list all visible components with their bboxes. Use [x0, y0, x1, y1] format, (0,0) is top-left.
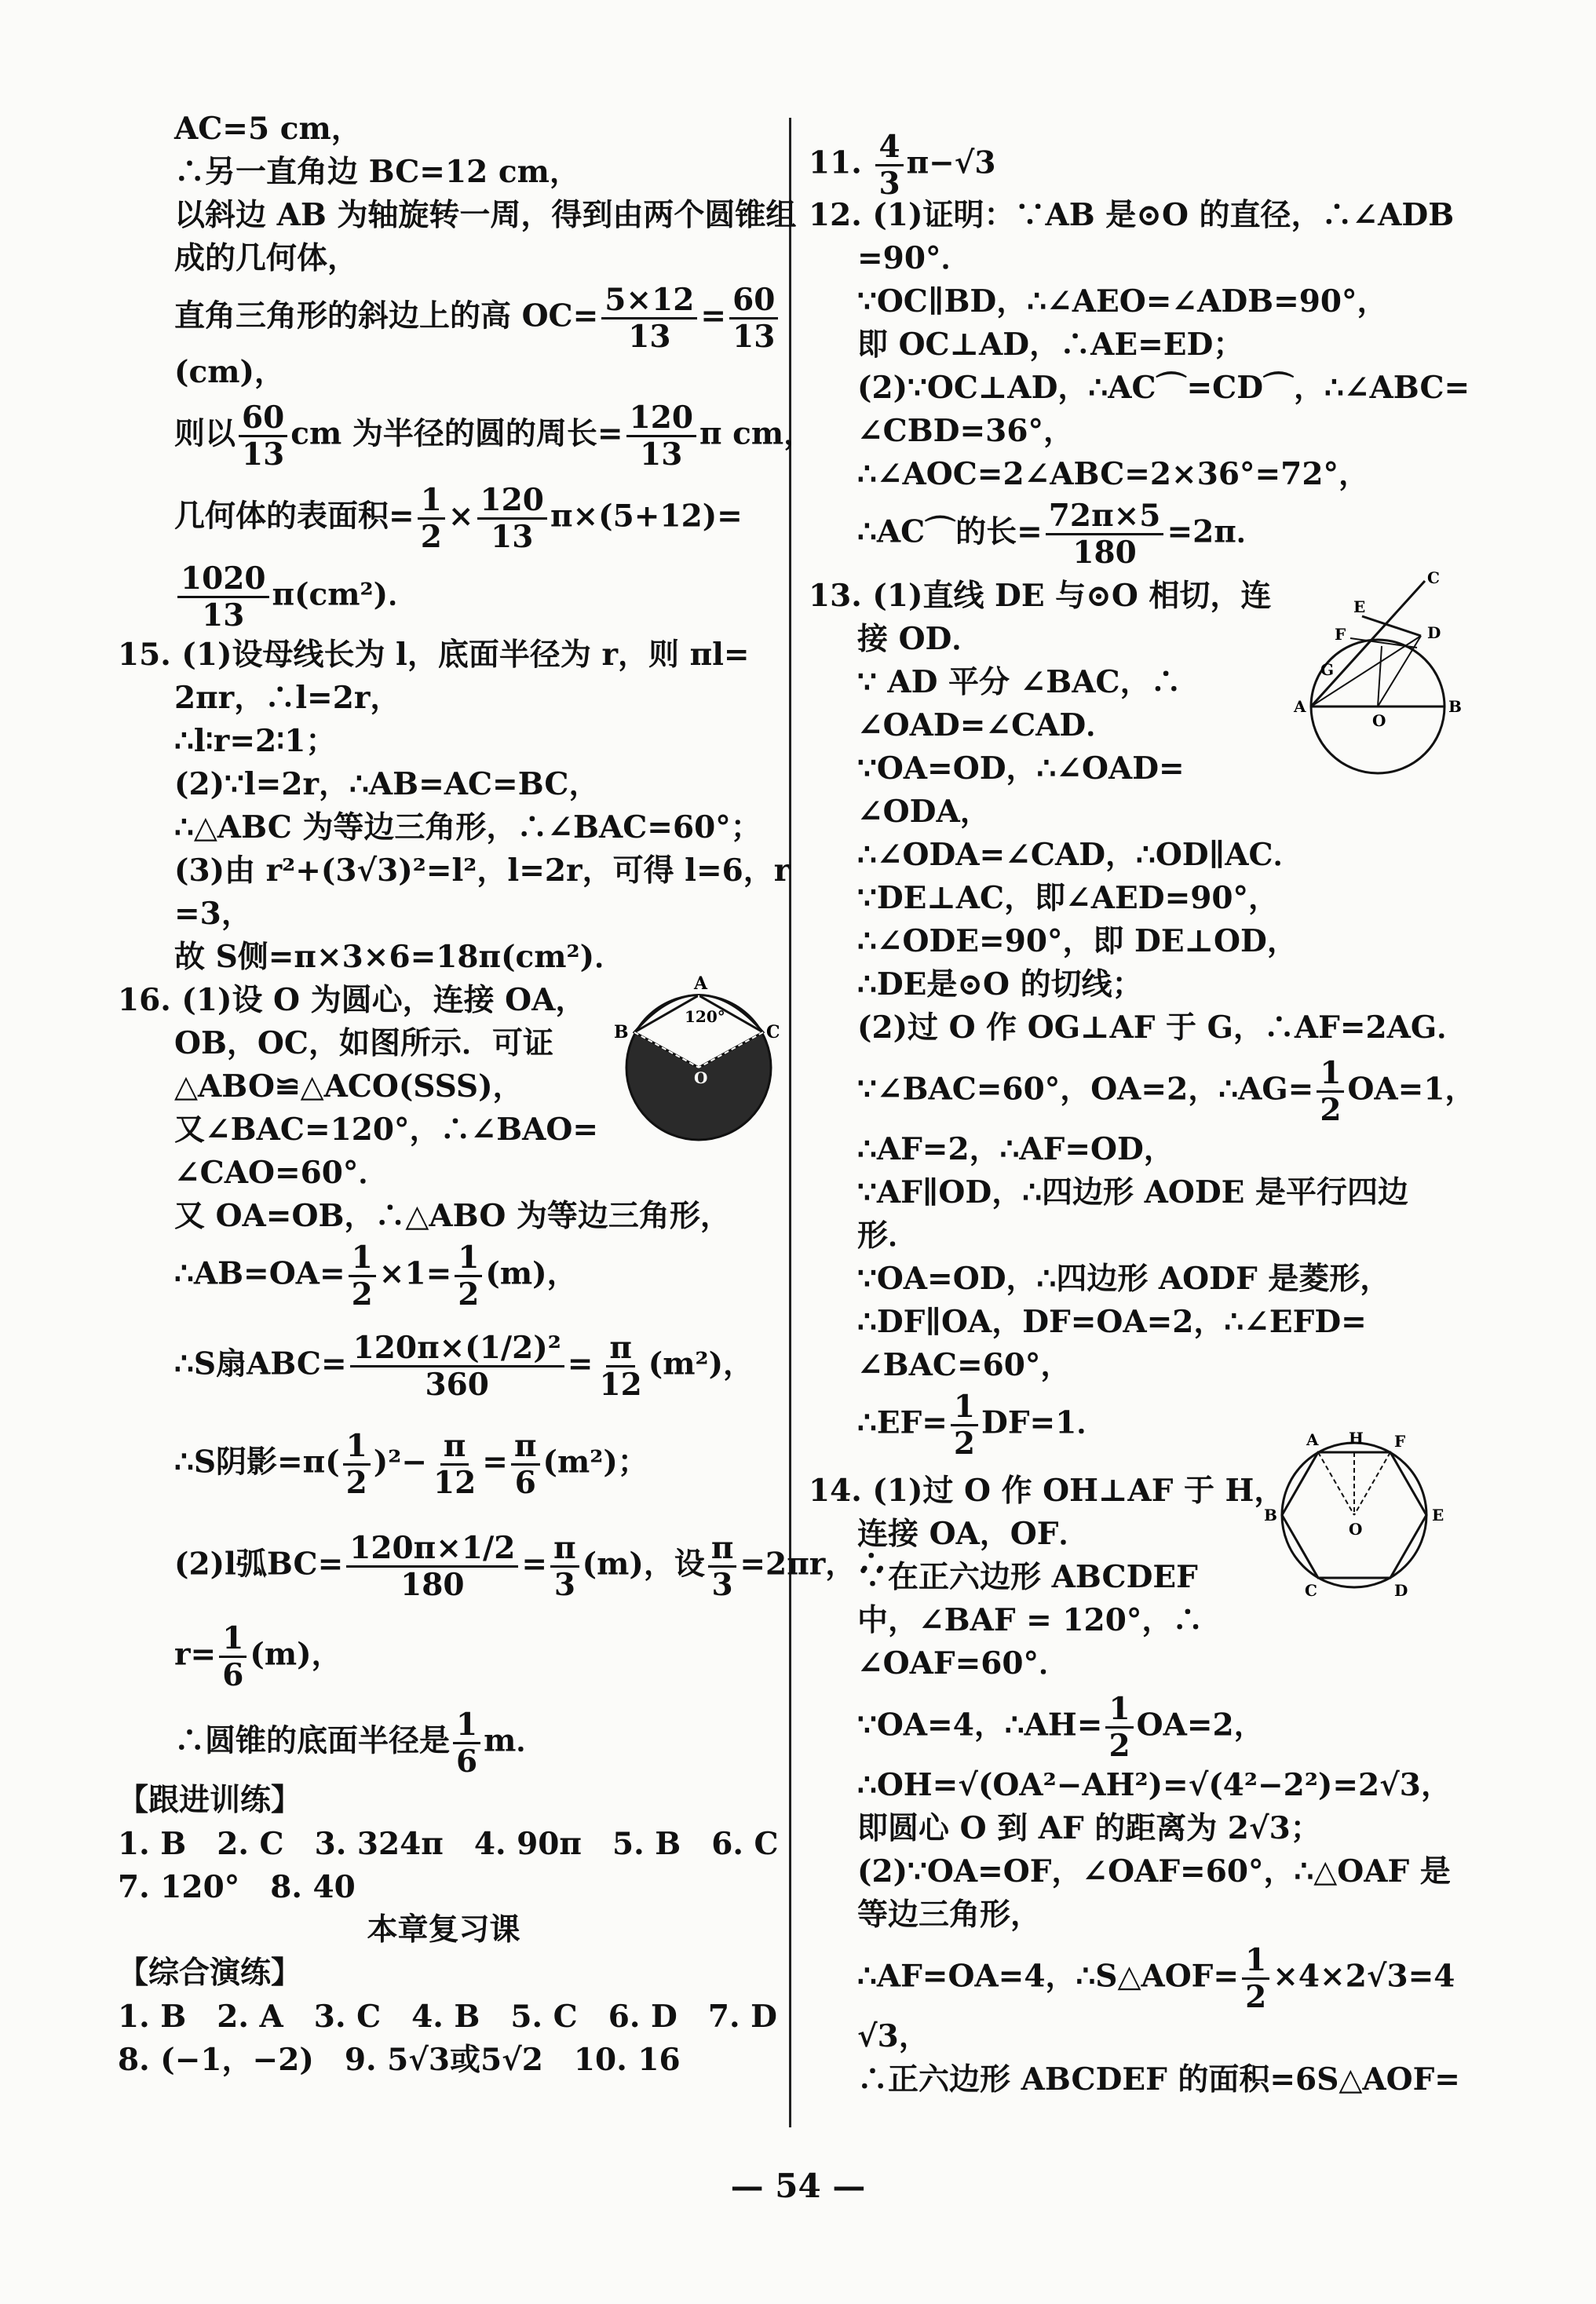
fraction: $\frac{1020}{13}$: [177, 561, 269, 633]
point-label: A: [1294, 697, 1306, 716]
angle-label: 120°: [685, 1007, 725, 1026]
problem-12-line: 12. (1)证明：∵AB 是⊙O 的直径，∴∠ADB: [809, 197, 1455, 233]
formula-line: 则以 $\frac{60}{13}$ cm 为半径的圆的周长= $\frac{120}{13}$ π cm，: [174, 400, 815, 473]
problem-15-line: 15. (1)设母线长为 l，底面半径为 r，则 πl=: [118, 637, 750, 673]
text-line: 中，∠BAF = 120°，∴: [857, 1602, 1203, 1638]
point-label: B: [614, 1022, 629, 1042]
text-line: (cm)，: [174, 354, 285, 390]
fraction: $\frac{1}{2}$: [1242, 1943, 1269, 2014]
text-line: =3，: [174, 896, 252, 932]
text-line: ∴△ABC 为等边三角形，∴∠BAC=60°；: [174, 809, 761, 845]
formula-line: $\frac{1020}{13}$ π(cm²)．: [174, 561, 418, 633]
text-line: ∴DF∥OA，DF=OA=2，∴∠EFD=: [857, 1304, 1367, 1340]
formula-line: 11. $\frac{4}{3}$ π−√3: [809, 129, 996, 202]
figure-14: [1256, 1425, 1452, 1605]
text-line: (2)∵OC⊥AD，∴AC⌒=CD⌒，∴∠ABC=: [857, 370, 1470, 406]
text-line: 又 OA=OB，∴△ABO 为等边三角形，: [174, 1198, 731, 1234]
text-line: 以斜边 AB 为轴旋转一周，得到由两个圆锥组: [174, 197, 797, 233]
point-label: A: [1306, 1430, 1319, 1449]
figure-13: [1287, 569, 1468, 781]
text-line: ∠OAD=∠CAD．: [857, 707, 1117, 743]
fraction: $\frac{1}{2}$: [455, 1240, 482, 1312]
text-line: 等边三角形，: [857, 1897, 1042, 1933]
point-label: D: [1394, 1581, 1408, 1600]
point-label: D: [1427, 623, 1441, 642]
text-line: ∴AF=2，∴AF=OD，: [857, 1131, 1174, 1167]
point-label: O: [1349, 1520, 1363, 1539]
text-line: ∵OA=OD，∴四边形 AODF 是菱形，: [857, 1261, 1391, 1297]
fraction: $\frac{120}{13}$: [477, 483, 547, 554]
text-line: ∠ODA，: [857, 794, 991, 830]
point-label: C: [1305, 1581, 1317, 1600]
fraction: $\frac{1}{6}$: [219, 1621, 247, 1692]
text-line: 故 S侧=π×3×6=18π(cm²)．: [174, 939, 626, 975]
formula-line: ∴S扇ABC= $\frac{\text{120π×(1/2)²}}{360}$ = $\frac{\pi}{12}$ (m²)，: [174, 1330, 754, 1403]
text-line: 即 OC⊥AD，∴AE=ED；: [857, 327, 1244, 363]
text-line: OB，OC，如图所示．可证: [174, 1025, 553, 1061]
fraction: $\frac{60}{13}$: [729, 283, 778, 354]
text-line: ∴∠ODE=90°，即 DE⊥OD，: [857, 923, 1298, 959]
text-line: ∵在正六边形 ABCDEF: [857, 1559, 1198, 1595]
fraction: $\frac{1}{2}$: [1317, 1056, 1344, 1127]
point-label: E: [1353, 597, 1366, 616]
text-line: ∵AF∥OD，∴四边形 AODE 是平行四边: [857, 1174, 1408, 1210]
point-label: A: [694, 973, 708, 994]
text-line: (2)过 O 作 OG⊥AF 于 G，∴AF=2AG．: [857, 1010, 1468, 1046]
fraction: $\frac{\pi}{12}$: [599, 1330, 642, 1403]
text-line: ∴正六边形 ABCDEF 的面积=6S△AOF=: [857, 2061, 1460, 2098]
text-line: =90°．: [857, 240, 972, 276]
section-heading-follow-up: 【跟进训练】: [118, 1783, 302, 1818]
text-line: (2)∵l=2r，∴AB=AC=BC，: [174, 766, 600, 802]
formula-line: ∴圆锥的底面半径是 $\frac{1}{6}$ m．: [174, 1707, 547, 1780]
fraction: $\frac{1}{2}$: [1105, 1692, 1133, 1763]
text-line: ∵DE⊥AC，即∠AED=90°，: [857, 880, 1280, 916]
text-line: ∠BAC=60°，: [857, 1347, 1072, 1383]
answers-line: 1. B 2. A 3. C 4. B 5. C 6. D 7. D: [118, 1999, 777, 2035]
text-line: ∵ AD 平分 ∠BAC，∴: [857, 664, 1181, 700]
text-line: ∴l∶r=2∶1；: [174, 723, 337, 759]
point-label: B: [1264, 1506, 1277, 1524]
text-line: √3，: [857, 2018, 929, 2054]
formula-line: (2)l弧BC= $\frac{120\pi\times 1/2}{180}$ = $\frac{\pi}{3}$ (m)，设 $\frac{\pi}{3}$ =2πr，∴: [174, 1530, 887, 1603]
text-line: AC=5 cm，: [174, 111, 362, 147]
formula-line: 直角三角形的斜边上的高 OC= $\frac{5\times 12}{13}$ = $\frac{60}{13}$: [174, 283, 781, 354]
figure-16: [612, 966, 785, 1146]
problem-13-line: 13. (1)直线 DE 与⊙O 相切，连: [809, 578, 1272, 614]
text-line: ∴DE是⊙O 的切线；: [857, 966, 1143, 1002]
fraction: $\frac{120}{13}$: [626, 400, 696, 472]
fraction: $\frac{1}{2}$: [951, 1389, 978, 1461]
fraction: $\frac{72\pi\times 5}{180}$: [1046, 498, 1164, 570]
problem-16-line: 16. (1)设 O 为圆心，连接 OA，: [118, 982, 586, 1018]
fraction: $\frac{120\pi\times 1/2}{180}$: [346, 1531, 518, 1602]
text-line: ∠OAF=60°．: [857, 1645, 1070, 1681]
section-heading-comprehensive: 【综合演练】: [118, 1955, 302, 1991]
text-line: ∠CBD=36°，: [857, 413, 1074, 449]
text-line: (3)由 r²+(3√3)²=l²，l=2r，可得 l=6，r: [174, 853, 791, 889]
formula-line: ∴AC⌒的长= $\frac{72\pi\times 5}{180}$ =2π．: [857, 498, 1267, 571]
point-label: O: [694, 1068, 708, 1087]
point-label: C: [766, 1022, 780, 1042]
formula-line: ∴AB=OA= $\frac{1}{2}$ ×1= $\frac{1}{2}$ (m)，: [174, 1240, 578, 1313]
answers-line: 1. B 2. C 3. 324π 4. 90π 5. B 6. C: [118, 1826, 779, 1862]
fraction: $\frac{\pi}{3}$: [708, 1531, 737, 1602]
fraction: $\frac{1}{2}$: [418, 483, 445, 554]
text-line: 接 OD．: [857, 621, 983, 657]
fraction: $\frac{1}{6}$: [453, 1707, 480, 1779]
text-line: ∴∠AOC=2∠ABC=2×36°=72°，: [857, 456, 1369, 492]
formula-line: 几何体的表面积= $\frac{1}{2}$ × $\frac{120}{13}$ π×(5+12)=: [174, 482, 743, 555]
answers-line: 8. (−1，−2) 9. 5√3或5√2 10. 16: [118, 2042, 681, 2078]
text-line: ∠CAO=60°．: [174, 1155, 389, 1191]
text-line: △ABO≌△ACO(SSS)，: [174, 1068, 524, 1105]
fraction: $\frac{60}{13}$: [239, 400, 287, 472]
point-label: G: [1320, 660, 1335, 679]
answers-line: 7. 120° 8. 40: [118, 1869, 356, 1905]
formula-line: ∴EF= $\frac{1}{2}$ DF=1．: [857, 1389, 1108, 1462]
point-label: H: [1349, 1429, 1364, 1448]
text-line: ∵OA=OD，∴∠OAD=: [857, 750, 1185, 787]
point-label: C: [1427, 569, 1440, 587]
point-label: O: [1372, 711, 1386, 730]
point-label: E: [1432, 1506, 1444, 1524]
text-line: ∴∠ODA=∠CAD，∴OD∥AC．: [857, 837, 1304, 873]
point-label: B: [1448, 697, 1462, 716]
text-line: 连接 OA，OF．: [857, 1516, 1090, 1552]
text-line: ∴OH=√(OA²−AH²)=√(4²−2²)=2√3，: [857, 1767, 1452, 1803]
formula-line: ∴S阴影=π( $\frac{1}{2}$ )²− $\frac{\pi}{12}$ = $\frac{\pi}{6}$ (m²)；: [174, 1428, 648, 1501]
fraction: $\frac{5\times 12}{13}$: [601, 283, 697, 354]
text-line: 又∠BAC=120°，∴∠BAO=: [174, 1112, 599, 1148]
fraction: $\frac{1}{2}$: [343, 1429, 371, 1500]
text-line: 即圆心 O 到 AF 的距离为 2√3；: [857, 1810, 1321, 1846]
formula-line: ∵OA=4，∴AH= $\frac{1}{2}$ OA=2，: [857, 1691, 1265, 1764]
fraction: $\frac{1}{2}$: [349, 1240, 376, 1312]
fraction: $\frac{\pi}{6}$: [511, 1429, 540, 1500]
point-label: F: [1394, 1432, 1406, 1451]
text-line: 2πr，∴l=2r，: [174, 680, 401, 716]
text-line: (2)∵OA=OF，∠OAF=60°，∴△OAF 是: [857, 1853, 1451, 1890]
page-number: — 54 —: [730, 2167, 866, 2205]
text-line: ∴另一直角边 BC=12 cm，: [174, 154, 580, 190]
point-label: F: [1335, 625, 1346, 644]
fraction: $\frac{\pi}{3}$: [550, 1531, 579, 1602]
formula-line: r= $\frac{1}{6}$ (m)，: [174, 1620, 342, 1693]
fraction: $\frac{\pi}{12}$: [433, 1428, 477, 1501]
formula-line: ∵∠BAC=60°，OA=2，∴AG= $\frac{1}{2}$ OA=1，: [857, 1055, 1476, 1128]
formula-line: ∴AF=OA=4，∴S△AOF= $\frac{1}{2}$ ×4×2√3=4: [857, 1942, 1455, 2015]
chapter-review-title: 本章复习课: [367, 1912, 520, 1948]
problem-14-line: 14. (1)过 O 作 OH⊥AF 于 H，: [809, 1473, 1285, 1509]
fraction: $\frac{\text{120π×(1/2)²}}{360}$: [350, 1331, 564, 1402]
text-line: 成的几何体，: [174, 240, 359, 276]
fraction: $\frac{4}{3}$: [875, 130, 903, 201]
text-line: ∵OC∥BD，∴∠AEO=∠ADB=90°，: [857, 283, 1388, 319]
text-line: 形．: [857, 1218, 919, 1254]
